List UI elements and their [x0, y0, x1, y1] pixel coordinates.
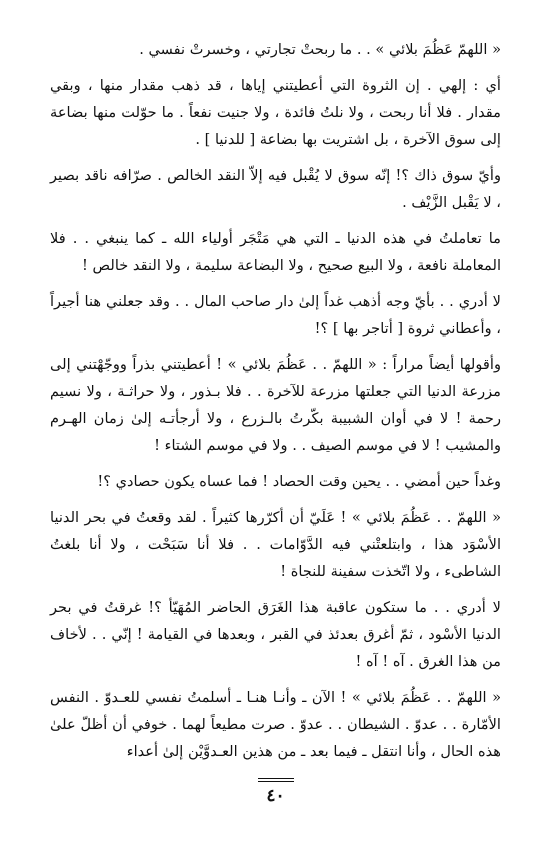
paragraph-1: « اللهمّ عَظُمَ بلائي » . . ما ربحتْ تجارتي ، وخسرتْ نفسي . — [139, 41, 501, 58]
paragraph-6: وأقولها أيضاً مراراً : « اللهمّ . . عَظُمَ بلائي » ! أعطيتني بذراً ووجّهْتني إلى مزرعة الدنيا التي جعلتها مزرعة للآخرة . . فلا بـذور ، ولا حراثـة ، ولا نسيم رحمة ! لا في أوان الشبيبة بكّرتُ بالـزرع ، ولا أرجأتـه إلىٰ زمان الهـرم والمشيب ! لا في موسم الصيف . . ولا في موسم الشتاء ! — [50, 356, 501, 454]
page-number-block — [0, 778, 551, 806]
paragraph-8: « اللهمّ . . عَظُمَ بلائي » ! عَلَيّ أن أكرّرها كثيراً . لقد وقعتُ في بحر الدنيا الأسْوَد هذا ، وابتلعتْني فيه الدَّوّامات . . فلا أنا سَبَحْت ، ولا أنا بلغتُ الشاطىء ، ولا اتّخذت سفينة للنجاة ! — [50, 509, 501, 580]
page-number: ٤٠ — [266, 786, 285, 806]
paragraph-2: أي : إلهي . إن الثروة التي أعطيتني إياها ، قد ذهب مقدار منها ، وبقي مقدار . فلا أنا ربحت ، ولا نلتُ فائدة ، ولا جنيت نفعاً . ما حوّلت منها بضاعة إلى سوق الآخرة ، بل اشتريت بها بضاعة [ للدنيا ] . — [50, 77, 501, 148]
paragraph-10: « اللهمّ . . عَظُمَ بلائي » ! الآن ـ وأنـا هنـا ـ أسلمتُ نفسي للعـدوّ . النفس الأمّارة . . عدوّ . الشيطان . . عدوّ . صرت مطيعاً لهما . خوفي أن أظلّ علىٰ هذه الحال ، وأنا انتقل ـ فيما بعد ـ من هذين العـدوَّيْن إلىٰ أعداء — [50, 689, 501, 760]
paragraph-3: وأيّ سوق ذاك ؟! إنّه سوق لا يُقْبل فيه إلاّ النقد الخالص . صرّافه ناقد بصير ، لا يَقْبل الزَّيْف . — [50, 167, 501, 211]
paragraph-5: لا أدري . . بأيّ وجه أذهب غداً إلىٰ دار صاحب المال . . وقد جعلني هنا أجيراً ، وأعطاني ثروة [ أتاجر بها ] ؟! — [50, 293, 501, 337]
paragraph-4: ما تعاملتُ في هذه الدنيا ـ التي هي مَتْجَر أولياء الله ـ كما ينبغي . . فلا المعاملة نافعة ، ولا البيع صحيح ، ولا البضاعة سليمة ، ولا النقد خالص ! — [50, 230, 501, 274]
page-number-rule-top — [258, 778, 294, 779]
page-number-rule-bottom — [258, 781, 294, 782]
paragraph-9: لا أدري . . ما ستكون عاقبة هذا الغَرَق الحاضر المُهَيّأ ؟! غرقتُ في بحر الدنيا الأسْود ، ثمّ أغرق بعدئذ في القبر ، وبعدها في القيامة ! إنّي . . لأخاف من هذا الغرق . آه ! آه ! — [50, 599, 501, 670]
paragraph-7: وغداً حين أمضي . . يحين وقت الحصاد ! فما عساه يكون حصادي ؟! — [97, 473, 501, 490]
